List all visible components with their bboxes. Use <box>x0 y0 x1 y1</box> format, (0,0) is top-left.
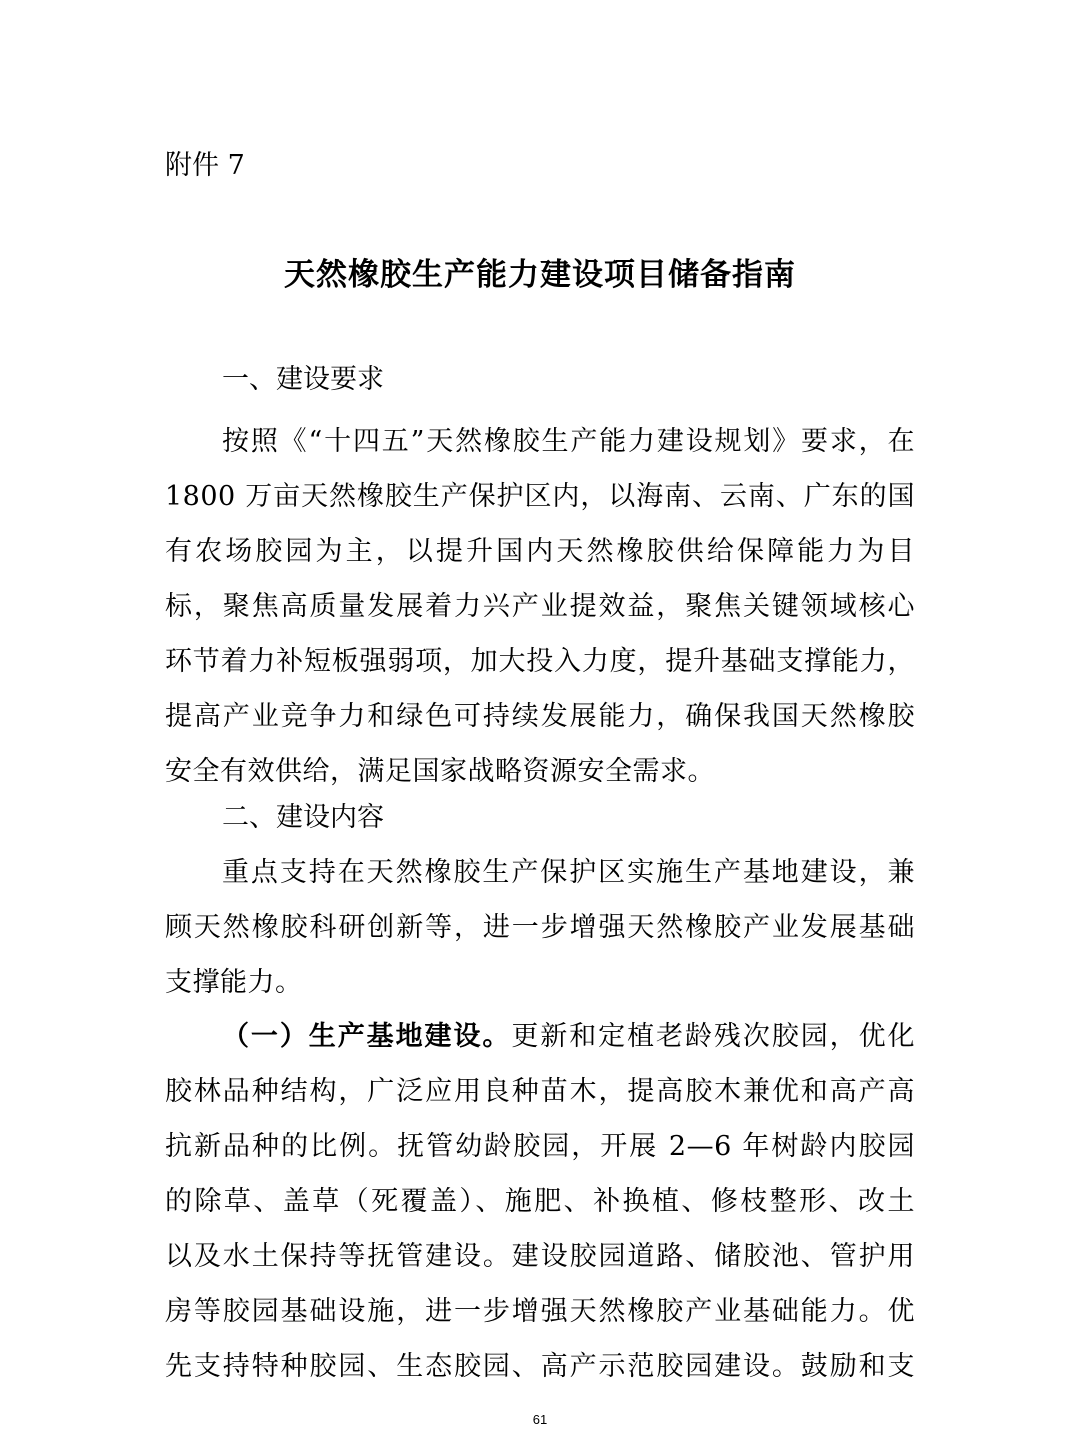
paragraph-line: 胶林品种结构，广泛应用良种苗木，提高胶木兼优和高产高 <box>165 1076 915 1107</box>
section-paragraph-content <box>165 845 915 1010</box>
section-paragraph-requirements <box>165 414 915 799</box>
paragraph-line: 安全有效供给，满足国家战略资源安全需求。 <box>165 756 715 787</box>
paragraph-line: 按照《“十四五”天然橡胶生产能力建设规划》要求，在 <box>222 426 915 457</box>
paragraph-line: 房等胶园基础设施，进一步增强天然橡胶产业基础能力。优 <box>165 1296 915 1327</box>
paragraph-first-line <box>165 1009 915 1064</box>
document-title: 天然橡胶生产能力建设项目储备指南 <box>284 257 796 293</box>
subsection-paragraph-production-base <box>165 1009 915 1394</box>
subsection-first-line-text: 更新和定植老龄残次胶园，优化 <box>511 1021 916 1052</box>
paragraph-line: 顾天然橡胶科研创新等，进一步增强天然橡胶产业发展基础 <box>165 912 915 943</box>
section-heading-content: 二、建设内容 <box>222 802 384 833</box>
paragraph-line: 提高产业竞争力和绿色可持续发展能力，确保我国天然橡胶 <box>165 701 915 732</box>
paragraph-line: 标，聚焦高质量发展着力兴产业提效益，聚焦关键领域核心 <box>165 591 915 622</box>
paragraph-line: 的除草、盖草（死覆盖）、施肥、补换植、修枝整形、改土 <box>165 1186 915 1217</box>
paragraph-line: 环节着力补短板强弱项，加大投入力度，提升基础支撑能力， <box>165 646 915 677</box>
paragraph-line: 重点支持在天然橡胶生产保护区实施生产基地建设，兼 <box>222 857 915 888</box>
paragraph-line: 先支持特种胶园、生态胶园、高产示范胶园建设。鼓励和支 <box>165 1351 915 1382</box>
page-number: 61 <box>532 1412 548 1427</box>
section-heading-requirements: 一、建设要求 <box>222 364 384 395</box>
paragraph-line: 抗新品种的比例。抚管幼龄胶园，开展 2—6 年树龄内胶园 <box>165 1131 915 1162</box>
paragraph-line: 1800 万亩天然橡胶生产保护区内，以海南、云南、广东的国 <box>165 481 915 512</box>
attachment-label: 附件 7 <box>165 150 245 181</box>
paragraph-line: 以及水土保持等抚管建设。建设胶园道路、储胶池、管护用 <box>165 1241 915 1272</box>
subsection-lead: （一）生产基地建设。 <box>222 1021 512 1052</box>
paragraph-line: 有农场胶园为主，以提升国内天然橡胶供给保障能力为目 <box>165 536 915 567</box>
paragraph-line: 支撑能力。 <box>165 967 303 998</box>
